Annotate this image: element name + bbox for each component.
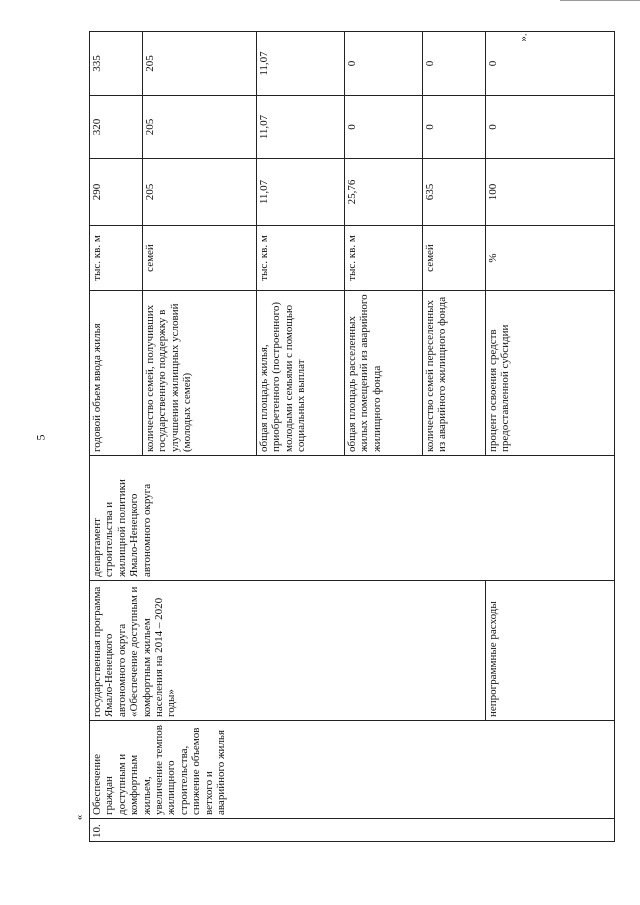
indicator-value-cell: 320: [90, 96, 143, 159]
indicator-value-cell: 100: [486, 159, 615, 226]
indicator-name-cell: процент освоения средств предоставленной субсидии: [486, 291, 615, 456]
indicator-value-cell: 0: [423, 32, 486, 96]
executor-cell: департамент строительства и жилищной политики Ямало-Ненецкого автономного округа: [90, 456, 615, 581]
indicator-value-cell: 25,76: [345, 159, 423, 226]
row-number-cell: 10.: [90, 819, 615, 842]
opening-quote-mark: «: [73, 814, 86, 821]
program-other-cell: непрограммные расходы: [486, 581, 615, 721]
indicator-value-cell: 205: [143, 159, 257, 226]
indicator-unit-cell: семей: [423, 226, 486, 291]
indicator-name-cell: общая площадь жилья, приобретенного (построенного) молодыми семьями с помощью социальных выплат: [257, 291, 345, 456]
indicators-table: [89, 31, 615, 842]
indicator-unit-cell: семей: [143, 226, 257, 291]
indicator-value-cell: 205: [143, 96, 257, 159]
indicator-value-cell: 205: [143, 32, 257, 96]
indicator-value-cell: 0: [345, 32, 423, 96]
indicator-unit-cell: %: [486, 226, 615, 291]
indicator-value-cell: 11,07: [257, 32, 345, 96]
indicator-name-cell: общая площадь расселенных жилых помещений из аварийного жилищного фонда: [345, 291, 423, 456]
indicator-name-cell: количество семей, получивших государственную поддержку в улучшении жилищных условий (молодых семей): [143, 291, 257, 456]
indicator-value-cell: 11,07: [257, 96, 345, 159]
table-row: [486, 32, 615, 842]
indicator-value-cell: 0: [345, 96, 423, 159]
indicator-name-cell: годовой объем ввода жилья: [90, 291, 143, 456]
indicator-unit-cell: тыс. кв. м: [345, 226, 423, 291]
indicator-value-cell: 635: [423, 159, 486, 226]
indicator-value-cell: 0: [486, 32, 615, 96]
indicator-unit-cell: тыс. кв. м: [90, 226, 143, 291]
indicator-value-cell: 11,07: [257, 159, 345, 226]
indicator-value-cell: 0: [486, 96, 615, 159]
indicator-unit-cell: тыс. кв. м: [257, 226, 345, 291]
table-rotation-wrapper: [89, 32, 614, 842]
task-cell: Обеспечение граждан доступным и комфортным жильем, увеличение темпов жилищного строительства, снижение объемов ветхого и аварийного жилья: [90, 721, 615, 819]
indicator-value-cell: 0: [423, 96, 486, 159]
indicator-name-cell: количество семей переселенных из аварийного жилищного фонда: [423, 291, 486, 456]
program-cell: государственная программа Ямало-Ненецкого автономного округа «Обеспечение доступным и комфортным жильем населения на 2014 – 2020 годы»: [90, 581, 486, 721]
scan-edge-line: [560, 0, 640, 1]
closing-quote-mark: ».: [517, 33, 530, 42]
indicator-value-cell: 335: [90, 32, 143, 96]
table-row: [90, 32, 143, 842]
rotated-table-frame: [89, 32, 614, 842]
indicator-value-cell: 290: [90, 159, 143, 226]
page-number: 5: [33, 434, 48, 441]
